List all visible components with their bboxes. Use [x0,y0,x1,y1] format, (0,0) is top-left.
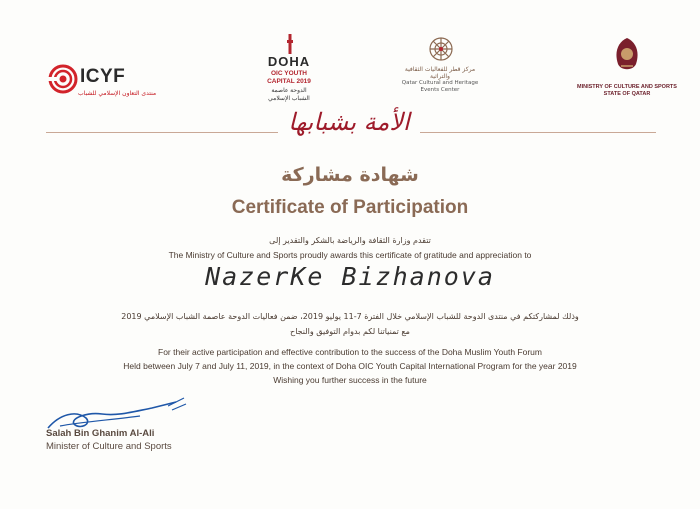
body-arabic-line-2: مع تمنياتنا لكم بدوام التوفيق والنجاح [290,327,410,336]
calligraphy-motto: الأمة بشبابها [288,108,410,136]
certificate-title-english: Certificate of Participation [231,197,469,218]
doha-line-capital: CAPITAL 2019 [267,78,311,85]
certificate-title-arabic: شهادة مشاركة [281,164,419,186]
qchc-english-line-2: Events Center [420,87,460,93]
intro-arabic: تتقدم وزارة الثقافة والرياضة بالشكر والتقدير إلى [269,236,431,245]
signatory-name: Salah Bin Ghanim Al-Ali [46,428,155,439]
icyf-logo [44,62,174,106]
icyf-wordmark: ICYF [80,66,126,87]
signatory-title: Minister of Culture and Sports [46,441,172,452]
recipient-name: NazerKe Bizhanova [205,262,495,291]
rosette-icon [428,36,454,62]
icyf-emblem-icon [48,64,78,94]
doha-line-arabic-2: الشباب الإسلامي [268,96,310,102]
doha-youth-capital-logo [244,34,334,114]
ministry-logo [572,36,682,106]
ministry-emblem-icon [612,36,642,76]
doha-line-oic-youth: OIC YOUTH [271,70,307,77]
icyf-subtitle: منتدى التعاون الإسلامي للشباب [78,90,157,97]
body-english-line-2: Held between July 7 and July 11, 2019, in the context of Doha OIC Youth Capital International Program for the year 2019 [123,361,577,371]
ministry-state: STATE OF QATAR [603,91,651,97]
doha-line-arabic-1: الدوحة عاصمة [271,88,307,94]
qchc-arabic-name: مركز قطر للفعاليات الثقافية والتراثية [404,66,476,80]
intro-english: The Ministry of Culture and Sports proudly awards this certificate of gratitude and appreciation to [168,250,532,260]
body-english-line-1: For their active participation and effective contribution to the success of the Doha Muslim Youth Forum [158,347,542,357]
doha-wordmark: DOHA [267,54,311,69]
qchc-logo [395,36,485,106]
body-english-line-3: Wishing you further success in the future [273,375,427,385]
ministry-name: MINISTRY OF CULTURE AND SPORTS [577,84,677,90]
divider-left [46,132,278,133]
body-arabic-line-1: وذلك لمشاركتكم في منتدى الدوحة للشباب الإسلامي خلال الفترة 7-11 يوليو 2019، ضمن فعاليات الدوحة عاصمة الشباب الإسلامي 2019 [121,312,579,321]
qchc-english-line-1: Qatar Cultural and Heritage [401,80,479,86]
divider-right [420,132,656,133]
